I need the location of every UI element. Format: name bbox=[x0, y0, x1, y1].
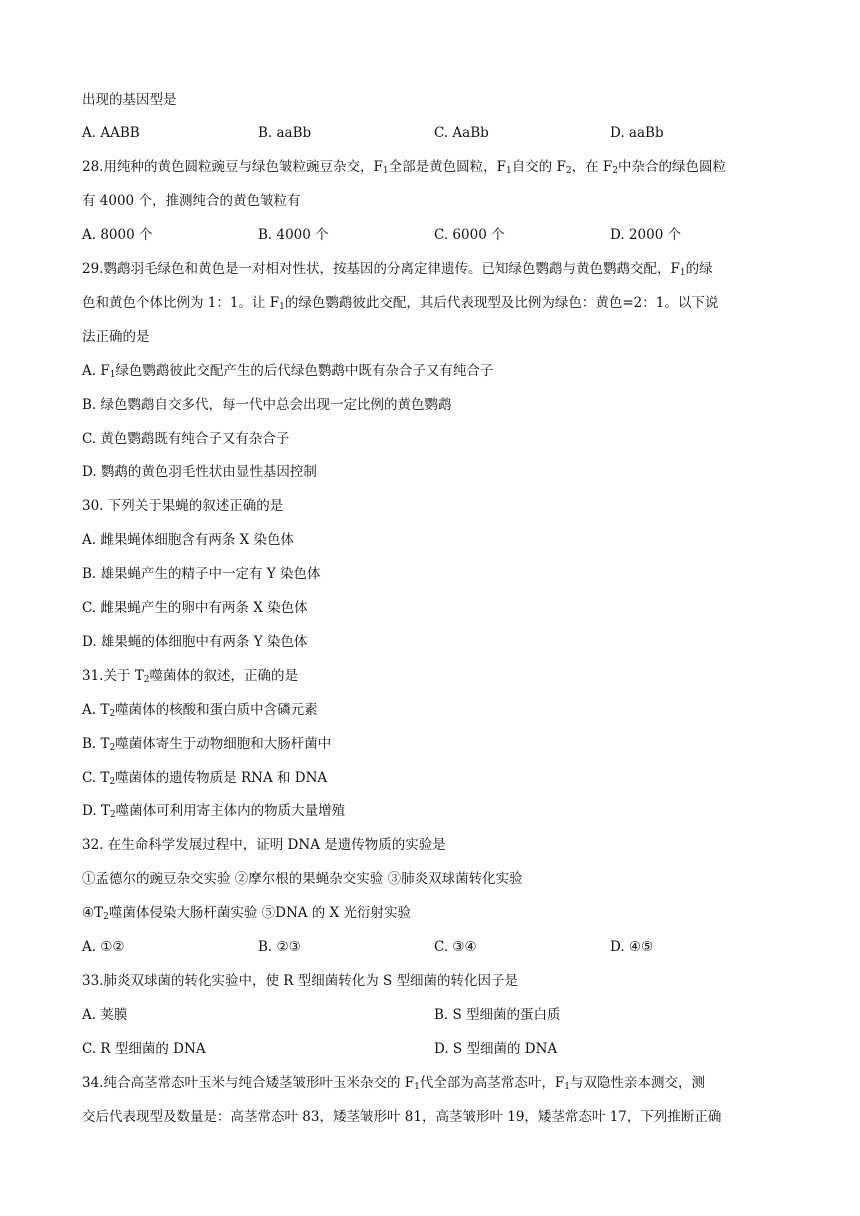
q31-option-c: C. $T_2$噬菌体的遗传物质是 RNA 和 DNA bbox=[82, 770, 328, 787]
q29-option-c: C. 黄色鹦鹉既有纯合子又有杂合子 bbox=[82, 431, 290, 447]
q30-option-b: B. 雄果蝇产生的精子中一定有 Y 染色体 bbox=[82, 566, 321, 582]
q32-option-a: A. ①② bbox=[82, 939, 125, 955]
q34-stem-line2: 交后代表现型及数量是：高茎常态叶 83，矮茎皱形叶 81，高茎皱形叶 19，矮茎常态叶 17，下列推断正确 bbox=[82, 1109, 722, 1125]
q34-stem-line1: 34.纯合高茎常态叶玉米与纯合矮茎皱形叶玉米杂交的 $F_1$代全部为高茎常态叶，$F_1$与双隐性亲本测交，测 bbox=[82, 1075, 705, 1092]
q28-stem-line2: 有 4000 个，推测纯合的黄色皱粒有 bbox=[82, 193, 301, 209]
q29-stem-line3: 法正确的是 bbox=[82, 329, 150, 345]
q29-stem-line1: 29.鹦鹉羽毛绿色和黄色是一对相对性状，按基因的分离定律遗传。已知绿色鹦鹉与黄色鹦鹉交配，$F_1$的绿 bbox=[82, 261, 713, 278]
q31-option-d: D. $T_2$噬菌体可利用寄主体内的物质大量增殖 bbox=[82, 803, 346, 820]
q32-items-line2: $④T_2$噬菌体侵染大肠杆菌实验 ⑤DNA 的 X 光衍射实验 bbox=[82, 905, 412, 922]
q33-option-b: B. S 型细菌的蛋白质 bbox=[434, 1007, 561, 1023]
q29-option-d: D. 鹦鹉的黄色羽毛性状由显性基因控制 bbox=[82, 464, 317, 480]
q33-option-a: A. 荚膜 bbox=[82, 1007, 128, 1023]
q28-option-c: C. 6000 个 bbox=[434, 227, 505, 243]
q32-stem: 32. 在生命科学发展过程中，证明 DNA 是遗传物质的实验是 bbox=[82, 837, 446, 853]
q32-option-b: B. ②③ bbox=[258, 939, 301, 955]
q28-stem-line1: 28.用纯种的黄色圆粒豌豆与绿色皱粒豌豆杂交，$F_1$全部是黄色圆粒，$F_1$自交的 $F_2$，在 $F_2$中杂合的绿色圆粒 bbox=[82, 159, 726, 176]
q32-items-line1: ①孟德尔的豌豆杂交实验 ②摩尔根的果蝇杂交实验 ③肺炎双球菌转化实验 bbox=[82, 871, 523, 887]
q27-option-a: A. AABB bbox=[82, 125, 140, 141]
q30-stem: 30. 下列关于果蝇的叙述正确的是 bbox=[82, 498, 284, 514]
q31-option-a: A. $T_2$噬菌体的核酸和蛋白质中含磷元素 bbox=[82, 702, 318, 719]
q33-stem: 33.肺炎双球菌的转化实验中，使 R 型细菌转化为 S 型细菌的转化因子是 bbox=[82, 973, 519, 989]
q27-option-b: B. aaBb bbox=[258, 125, 312, 141]
q29-stem-line2: 色和黄色个体比例为 1：1。让 $F_1$的绿色鹦鹉彼此交配，其后代表现型及比例为绿色：黄色=2：1。以下说 bbox=[82, 295, 719, 312]
q32-option-c: C. ③④ bbox=[434, 939, 477, 955]
q31-stem: 31.关于 $T_2$噬菌体的叙述，正确的是 bbox=[82, 668, 298, 685]
q33-option-d: D. S 型细菌的 DNA bbox=[434, 1041, 558, 1057]
q33-option-c: C. R 型细菌的 DNA bbox=[82, 1041, 206, 1057]
q30-option-d: D. 雄果蝇的体细胞中有两条 Y 染色体 bbox=[82, 634, 308, 650]
q29-option-b: B. 绿色鹦鹉自交多代，每一代中总会出现一定比例的黄色鹦鹉 bbox=[82, 397, 452, 413]
q30-option-a: A. 雌果蝇体细胞含有两条 X 染色体 bbox=[82, 532, 295, 548]
q31-option-b: B. $T_2$噬菌体寄生于动物细胞和大肠杆菌中 bbox=[82, 736, 332, 753]
q28-option-b: B. 4000 个 bbox=[258, 227, 329, 243]
q27-option-c: C. AaBb bbox=[434, 125, 489, 141]
q28-option-d: D. 2000 个 bbox=[610, 227, 682, 243]
q27-option-d: D. aaBb bbox=[610, 125, 664, 141]
q27-tail: 出现的基因型是 bbox=[82, 92, 177, 108]
q28-option-a: A. 8000 个 bbox=[82, 227, 153, 243]
q32-option-d: D. ④⑤ bbox=[610, 939, 654, 955]
q30-option-c: C. 雌果蝇产生的卵中有两条 X 染色体 bbox=[82, 600, 308, 616]
q29-option-a: A. $F_1$绿色鹦鹉彼此交配产生的后代绿色鹦鹉中既有杂合子又有纯合子 bbox=[82, 363, 494, 380]
